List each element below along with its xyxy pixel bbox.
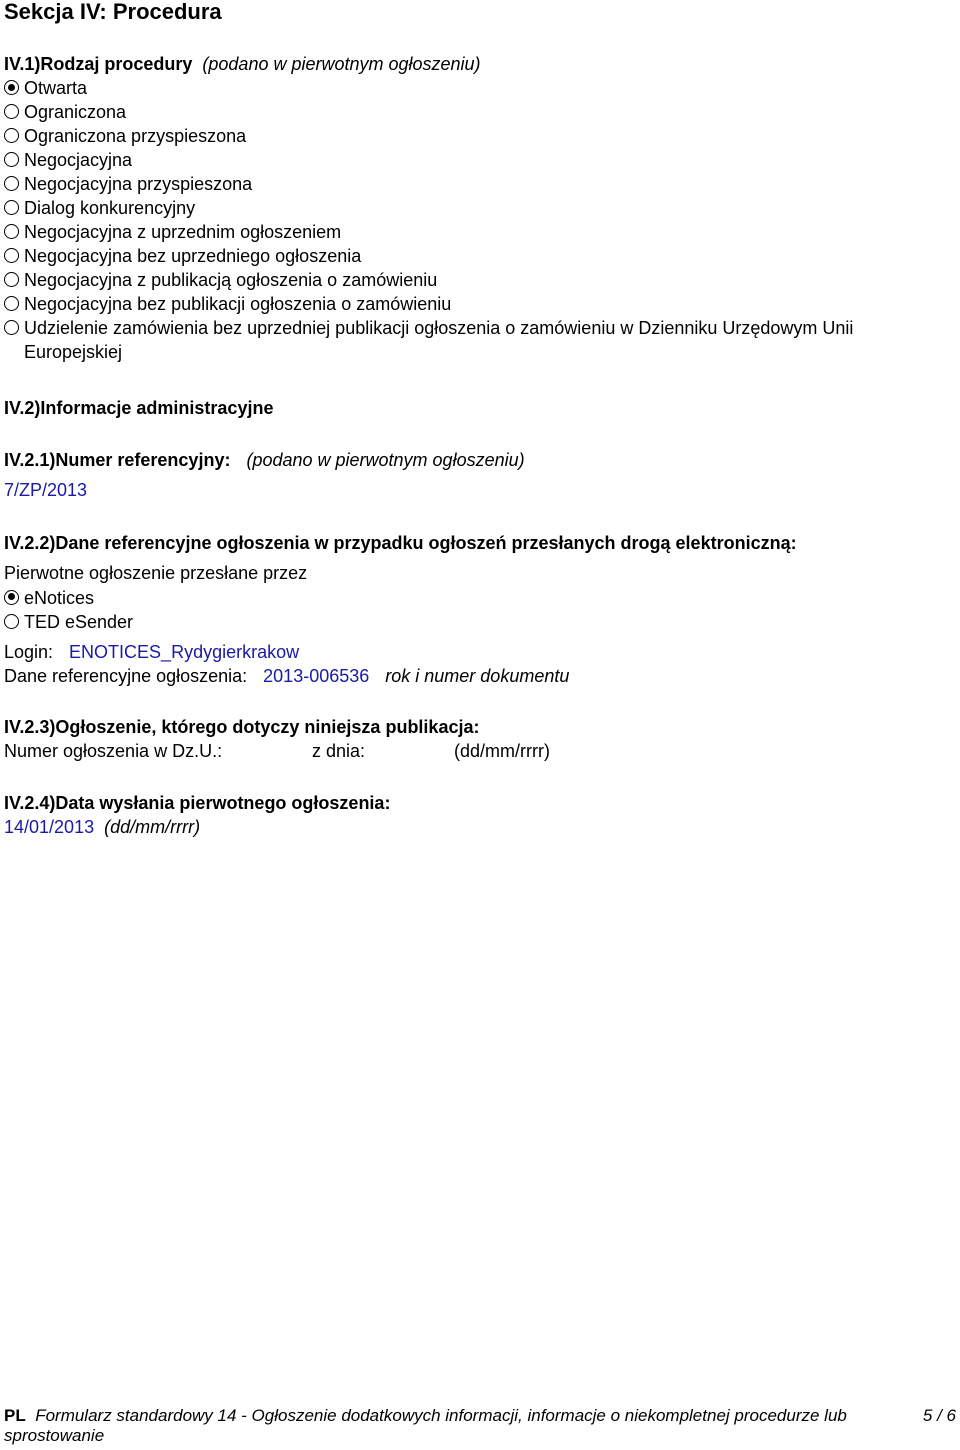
- dispatch-date-format: (dd/mm/rrrr): [104, 817, 201, 838]
- electronic-notice-options: [4, 586, 930, 634]
- dispatch-date-title: Data wysłania pierwotnego ogłoszenia:: [55, 793, 391, 813]
- radio-unchecked-icon: [4, 320, 19, 335]
- procedure-type-option: [4, 292, 930, 316]
- administrative-info-section: [4, 396, 930, 420]
- related-notice-row: [4, 739, 930, 764]
- procedure-type-options: [4, 76, 930, 364]
- procedure-type-option: [4, 244, 930, 268]
- electronic-notice-intro: Pierwotne ogłoszenie przesłane przez: [4, 563, 308, 584]
- related-notice-heading: [4, 715, 930, 739]
- procedure-type-option-label: Ograniczona: [24, 102, 127, 122]
- administrative-info-title: Informacje administracyjne: [40, 398, 274, 418]
- login-label: Login:: [4, 641, 54, 662]
- dispatch-date-value: 14/01/2013: [4, 817, 95, 838]
- procedure-type-option: [4, 100, 930, 124]
- reference-number-code: IV.2.1): [4, 450, 56, 470]
- radio-unchecked-icon: [4, 224, 19, 239]
- notice-date-label: z dnia:: [312, 741, 366, 762]
- radio-unchecked-icon: [4, 272, 19, 287]
- electronic-notice-heading: [4, 531, 930, 555]
- procedure-type-option-label: Negocjacyjna z uprzednim ogłoszeniem: [24, 222, 342, 242]
- procedure-type-option-label: Ograniczona przyspieszona: [24, 126, 247, 146]
- sent-via-option: [4, 610, 930, 634]
- procedure-type-option: [4, 76, 930, 100]
- sent-via-option-label: TED eSender: [24, 611, 134, 632]
- dispatch-date-code: IV.2.4): [4, 793, 56, 813]
- radio-unchecked-icon: [4, 176, 19, 191]
- dispatch-date-heading: [4, 791, 930, 815]
- notice-number-label: Numer ogłoszenia w Dz.U.:: [4, 741, 223, 762]
- procedure-type-heading: [4, 52, 930, 76]
- procedure-type-option-label: Dialog konkurencyjny: [24, 198, 196, 218]
- notice-date-format: (dd/mm/rrrr): [454, 741, 550, 762]
- reference-number-section: [4, 448, 930, 503]
- procedure-type-option: [4, 148, 930, 172]
- related-notice-title: Ogłoszenie, którego dotyczy niniejsza publikacja:: [55, 717, 480, 737]
- reference-number-title: Numer referencyjny:: [55, 450, 231, 470]
- procedure-type-title: Rodzaj procedury: [40, 54, 193, 74]
- reference-number-heading: [4, 448, 930, 472]
- procedure-type-option-label: Negocjacyjna przyspieszona: [24, 174, 253, 194]
- procedure-type-option: [4, 172, 930, 196]
- radio-unchecked-icon: [4, 128, 19, 143]
- radio-unchecked-icon: [4, 248, 19, 263]
- sent-via-option-label: eNotices: [24, 587, 95, 608]
- electronic-notice-code: IV.2.2): [4, 533, 56, 553]
- footer-text: [4, 1406, 884, 1446]
- radio-unchecked-icon: [4, 296, 19, 311]
- radio-checked-icon: [4, 590, 19, 605]
- procedure-type-note: (podano w pierwotnym ogłoszeniu): [202, 54, 481, 74]
- sent-via-option: [4, 586, 930, 610]
- procedure-type-option-label: Negocjacyjna z publikacją ogłoszenia o zamówieniu: [24, 270, 438, 290]
- procedure-type-option: [4, 220, 930, 244]
- procedure-type-option: [4, 124, 930, 148]
- page-footer: [4, 1406, 956, 1446]
- procedure-type-option-label: Negocjacyjna: [24, 150, 133, 170]
- radio-unchecked-icon: [4, 152, 19, 167]
- login-row: [4, 640, 930, 665]
- radio-checked-icon: [4, 80, 19, 95]
- login-value: ENOTICES_Rydygierkrakow: [69, 641, 300, 662]
- procedure-type-option-label: Otwarta: [24, 78, 88, 98]
- administrative-info-code: IV.2): [4, 398, 41, 418]
- electronic-notice-section: [4, 531, 930, 689]
- related-notice-section: [4, 715, 930, 764]
- notice-reference-row: [4, 664, 930, 689]
- notice-reference-label: Dane referencyjne ogłoszenia:: [4, 666, 248, 687]
- procedure-type-option-label: Negocjacyjna bez publikacji ogłoszenia o zamówieniu: [24, 294, 452, 314]
- footer-form-title: Formularz standardowy 14 - Ogłoszenie dodatkowych informacji, informacje o niekompletnej procedurze lub sprostowanie: [4, 1406, 847, 1445]
- related-notice-code: IV.2.3): [4, 717, 56, 737]
- notice-reference-value: 2013-006536: [263, 666, 370, 687]
- section-title: Sekcja IV: Procedura: [4, 0, 222, 24]
- dispatch-date-section: [4, 791, 930, 840]
- reference-number-note: (podano w pierwotnym ogłoszeniu): [246, 450, 525, 470]
- radio-unchecked-icon: [4, 200, 19, 215]
- notice-reference-note: rok i numer dokumentu: [385, 666, 570, 687]
- administrative-info-heading: [4, 396, 930, 420]
- procedure-type-option-label: Negocjacyjna bez uprzedniego ogłoszenia: [24, 246, 362, 266]
- dispatch-date-row: [4, 815, 930, 840]
- reference-number-value: 7/ZP/2013: [4, 480, 88, 501]
- procedure-type-section: [4, 52, 930, 364]
- footer-language: PL: [4, 1406, 26, 1425]
- procedure-type-code: IV.1): [4, 54, 41, 74]
- radio-unchecked-icon: [4, 614, 19, 629]
- electronic-notice-title: Dane referencyjne ogłoszenia w przypadku ogłoszeń przesłanych drogą elektroniczną:: [55, 533, 797, 553]
- procedure-type-option: [4, 196, 930, 220]
- radio-unchecked-icon: [4, 104, 19, 119]
- procedure-type-option: [4, 316, 930, 364]
- procedure-type-option: [4, 268, 930, 292]
- procedure-type-option-label: Udzielenie zamówienia bez uprzedniej publikacji ogłoszenia o zamówieniu w Dzienniku Urzędowym Unii Europejskiej: [24, 318, 854, 362]
- footer-page-number: 5 / 6: [922, 1406, 956, 1425]
